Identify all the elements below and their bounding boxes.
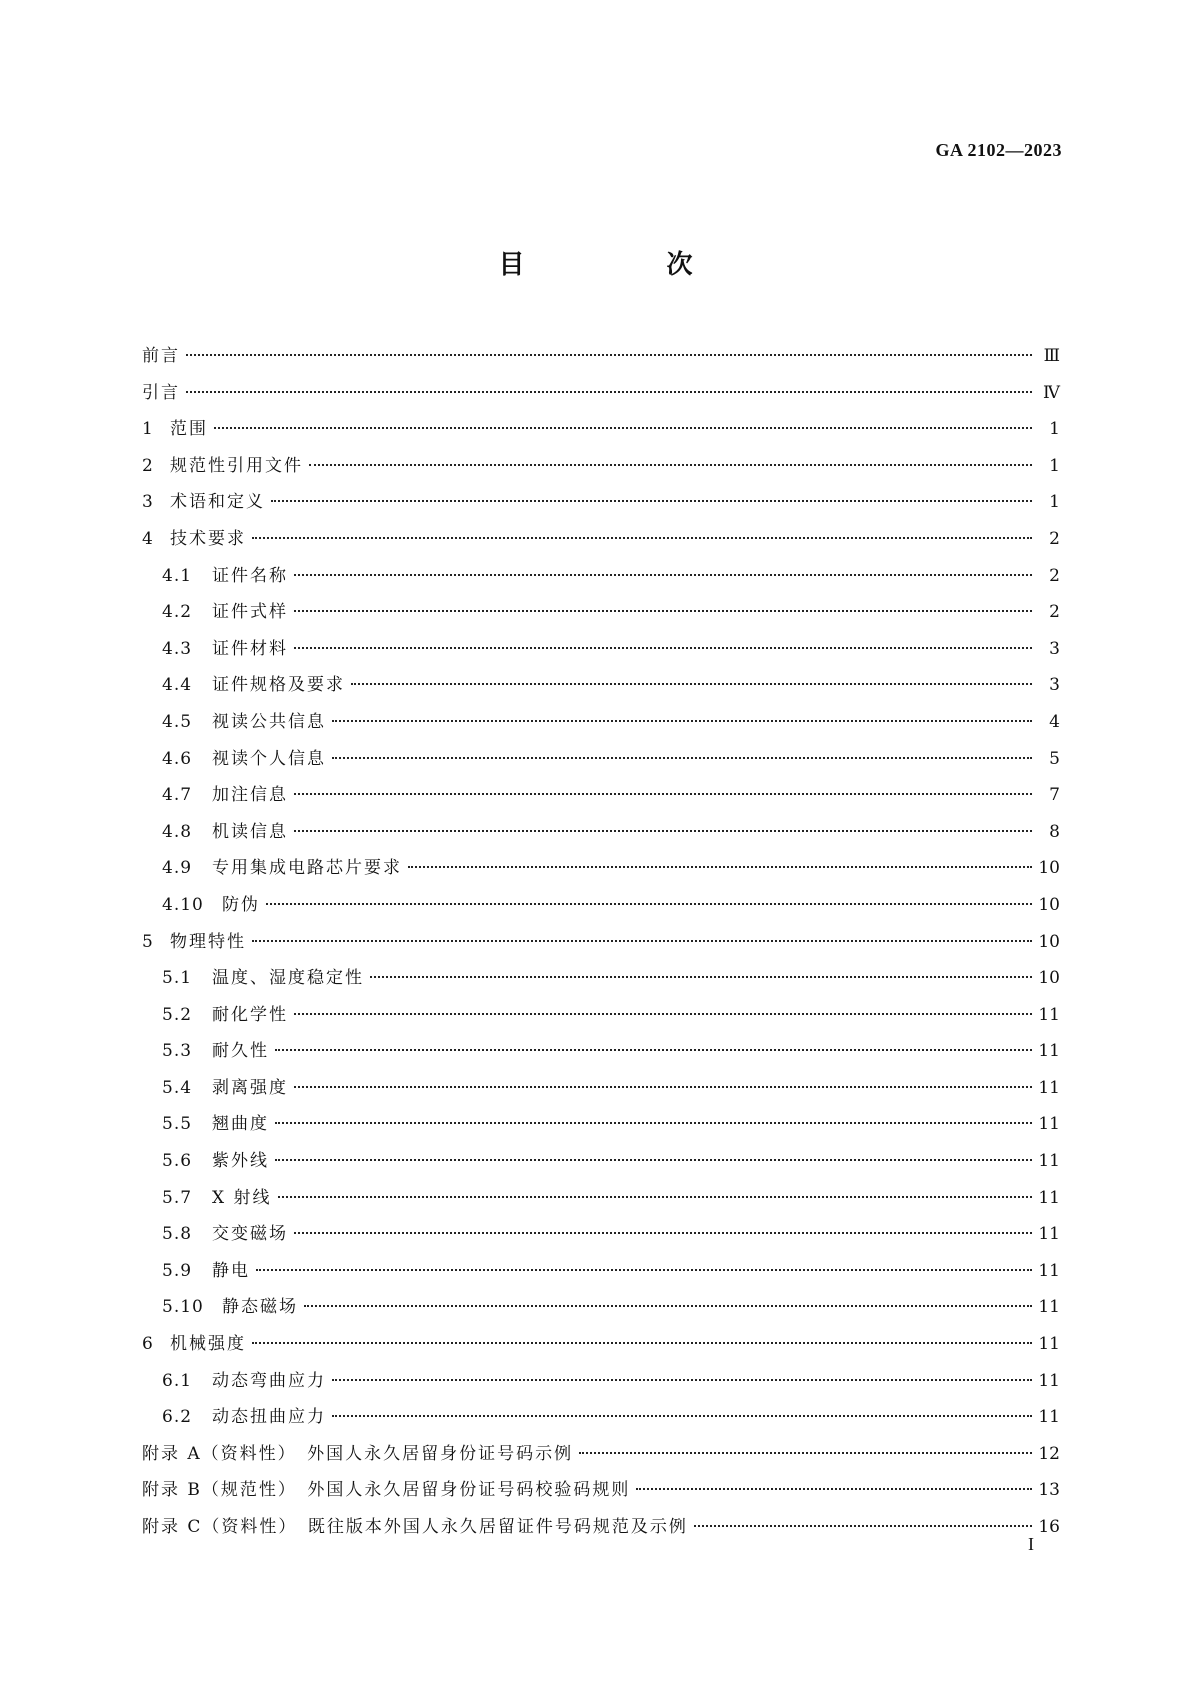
toc-entry-number: 5.9 bbox=[162, 1260, 193, 1281]
toc-entry-page: 10 bbox=[1038, 931, 1060, 952]
toc-entry[interactable] bbox=[142, 1326, 1060, 1363]
toc-entry[interactable] bbox=[142, 850, 1060, 887]
dot-leader bbox=[294, 573, 1032, 576]
toc-entry-page: 8 bbox=[1049, 821, 1060, 842]
dot-leader bbox=[294, 792, 1032, 795]
toc-entry[interactable] bbox=[142, 484, 1060, 521]
toc-entry-page: 10 bbox=[1038, 894, 1060, 915]
toc-entry[interactable] bbox=[142, 521, 1060, 558]
toc-entry-label: 技术要求 bbox=[170, 528, 246, 549]
toc-entry[interactable] bbox=[142, 1363, 1060, 1400]
toc-entry[interactable] bbox=[142, 1399, 1060, 1436]
toc-entry[interactable] bbox=[142, 1436, 1060, 1473]
toc-entry[interactable] bbox=[142, 704, 1060, 741]
toc-entry-page: 10 bbox=[1038, 968, 1060, 989]
dot-leader bbox=[332, 1414, 1032, 1417]
toc-entry-label: 规范性引用文件 bbox=[170, 455, 303, 476]
toc-entry[interactable] bbox=[142, 997, 1060, 1034]
toc-entry[interactable] bbox=[142, 1289, 1060, 1326]
dot-leader bbox=[294, 1231, 1032, 1234]
toc-entry-label: 耐久性 bbox=[212, 1041, 269, 1062]
dot-leader bbox=[294, 1012, 1032, 1015]
toc-entry-label: 剥离强度 bbox=[212, 1077, 288, 1098]
toc-entry-page: 11 bbox=[1038, 1187, 1060, 1208]
toc-entry[interactable] bbox=[142, 814, 1060, 851]
toc-entry[interactable] bbox=[142, 777, 1060, 814]
toc-entry-label: 证件材料 bbox=[212, 638, 288, 659]
toc-entry-page: 11 bbox=[1038, 1151, 1060, 1172]
toc-entry-number: 2 bbox=[142, 455, 154, 476]
toc-entry-page: 5 bbox=[1049, 748, 1060, 769]
dot-leader bbox=[294, 609, 1032, 612]
toc-entry-page: 7 bbox=[1049, 785, 1060, 806]
toc-entry-number: 3 bbox=[142, 492, 154, 513]
toc-entry-number: 4.4 bbox=[162, 675, 193, 696]
toc-entry[interactable] bbox=[142, 1509, 1060, 1546]
dot-leader bbox=[370, 975, 1032, 978]
toc-entry-number: 5.8 bbox=[162, 1224, 193, 1245]
dot-leader bbox=[294, 1085, 1032, 1088]
toc-entry-label: X 射线 bbox=[212, 1187, 272, 1208]
toc-entry-number: 4.10 bbox=[162, 894, 204, 915]
toc-entry-number: 4.2 bbox=[162, 602, 193, 623]
toc-entry-page: 11 bbox=[1038, 1077, 1060, 1098]
toc-entry[interactable] bbox=[142, 1106, 1060, 1143]
toc-entry-number: 5.5 bbox=[162, 1114, 193, 1135]
dot-leader bbox=[351, 682, 1032, 685]
toc-entry[interactable] bbox=[142, 1216, 1060, 1253]
toc-entry[interactable] bbox=[142, 1070, 1060, 1107]
toc-entry-page: 12 bbox=[1038, 1443, 1060, 1464]
toc-entry-label: 机械强度 bbox=[170, 1334, 246, 1355]
dot-leader bbox=[408, 865, 1032, 868]
toc-entry-page: 1 bbox=[1049, 492, 1060, 513]
toc-entry-label: 机读信息 bbox=[212, 821, 288, 842]
toc-entry-page: 11 bbox=[1038, 1114, 1060, 1135]
toc-entry-label: 引言 bbox=[142, 382, 180, 403]
toc-entry[interactable] bbox=[142, 338, 1060, 375]
toc-entry-number: 6 bbox=[142, 1334, 154, 1355]
dot-leader bbox=[332, 719, 1032, 722]
toc-entry[interactable] bbox=[142, 1033, 1060, 1070]
dot-leader bbox=[278, 1195, 1032, 1198]
toc-entry-page: 11 bbox=[1038, 1260, 1060, 1281]
dot-leader bbox=[266, 902, 1032, 905]
toc-entry-page: 3 bbox=[1049, 675, 1060, 696]
dot-leader bbox=[294, 646, 1032, 649]
toc-entry[interactable] bbox=[142, 1253, 1060, 1290]
toc-entry-label: 范围 bbox=[170, 419, 208, 440]
dot-leader bbox=[271, 499, 1032, 502]
toc-entry-label: 温度、湿度稳定性 bbox=[212, 968, 364, 989]
toc-entry[interactable] bbox=[142, 924, 1060, 961]
dot-leader bbox=[332, 756, 1032, 759]
dot-leader bbox=[304, 1304, 1032, 1307]
toc-entry-number: 6.1 bbox=[162, 1370, 193, 1391]
toc-entry-label: 动态扭曲应力 bbox=[212, 1407, 326, 1428]
toc-entry-number: 4 bbox=[142, 528, 154, 549]
toc-entry[interactable] bbox=[142, 375, 1060, 412]
toc-entry[interactable] bbox=[142, 741, 1060, 778]
toc-entry-number: 5.2 bbox=[162, 1004, 193, 1025]
dot-leader bbox=[275, 1158, 1032, 1161]
dot-leader bbox=[256, 1268, 1032, 1271]
toc-entry-label: 附录 A（资料性） 外国人永久居留身份证号码示例 bbox=[142, 1443, 574, 1464]
toc-entry-page: 3 bbox=[1049, 638, 1060, 659]
toc-entry-number: 5.1 bbox=[162, 968, 193, 989]
toc-entry-number: 5 bbox=[142, 931, 154, 952]
toc-entry-label: 证件式样 bbox=[212, 602, 288, 623]
toc-entry-label: 附录 B（规范性） 外国人永久居留身份证号码校验码规则 bbox=[142, 1480, 631, 1501]
toc-entry-number: 5.4 bbox=[162, 1077, 193, 1098]
toc-entry-number: 5.6 bbox=[162, 1151, 193, 1172]
dot-leader bbox=[694, 1524, 1032, 1527]
toc-entry-label: 翘曲度 bbox=[212, 1114, 269, 1135]
toc-entry-label: 术语和定义 bbox=[170, 492, 265, 513]
toc-entry-page: 2 bbox=[1049, 565, 1060, 586]
toc-entry[interactable] bbox=[142, 594, 1060, 631]
toc-entry[interactable] bbox=[142, 667, 1060, 704]
toc-entry-label: 视读公共信息 bbox=[212, 711, 326, 732]
toc-entry-label: 前言 bbox=[142, 346, 180, 366]
toc-entry-label: 耐化学性 bbox=[212, 1004, 288, 1025]
toc-entry-number: 4.5 bbox=[162, 711, 193, 732]
dot-leader bbox=[332, 1378, 1032, 1381]
page-number: I bbox=[1028, 1534, 1034, 1554]
dot-leader bbox=[186, 353, 1032, 356]
dot-leader bbox=[579, 1451, 1032, 1454]
toc-entry-number: 1 bbox=[142, 419, 154, 440]
toc-entry-page: 1 bbox=[1049, 455, 1060, 476]
toc-entry-number: 4.6 bbox=[162, 748, 193, 769]
toc-entry-label: 静电 bbox=[212, 1260, 250, 1281]
toc-entry-page: 16 bbox=[1038, 1517, 1060, 1537]
toc-entry-page: 11 bbox=[1038, 1407, 1060, 1428]
toc-entry-label: 物理特性 bbox=[170, 931, 246, 952]
dot-leader bbox=[252, 1341, 1032, 1344]
toc-entry-number: 6.2 bbox=[162, 1407, 193, 1428]
dot-leader bbox=[275, 1048, 1032, 1051]
toc-entry-label: 证件规格及要求 bbox=[212, 675, 345, 696]
toc-entry[interactable] bbox=[142, 1180, 1060, 1217]
toc-entry-label: 防伪 bbox=[222, 894, 260, 915]
toc-entry-number: 5.3 bbox=[162, 1041, 193, 1062]
toc-entry[interactable] bbox=[142, 887, 1060, 924]
toc-entry-label: 附录 C（资料性） 既往版本外国人永久居留证件号码规范及示例 bbox=[142, 1517, 688, 1537]
toc-entry[interactable] bbox=[142, 448, 1060, 485]
toc-entry-page: 1 bbox=[1049, 419, 1060, 440]
dot-leader bbox=[214, 426, 1032, 429]
toc-entry-label: 加注信息 bbox=[212, 785, 288, 806]
toc-entry-page: 11 bbox=[1038, 1370, 1060, 1391]
dot-leader bbox=[252, 536, 1032, 539]
toc-entry-page: 2 bbox=[1049, 602, 1060, 623]
dot-leader bbox=[294, 829, 1032, 832]
toc-entry-page: Ⅲ bbox=[1043, 346, 1060, 366]
document-code: GA 2102—2023 bbox=[935, 140, 1062, 160]
dot-leader bbox=[275, 1121, 1032, 1124]
toc-entry-label: 视读个人信息 bbox=[212, 748, 326, 769]
dot-leader bbox=[252, 939, 1032, 942]
toc-entry[interactable] bbox=[142, 631, 1060, 668]
toc-entry-number: 4.7 bbox=[162, 785, 193, 806]
table-of-contents bbox=[142, 338, 1060, 1546]
toc-entry-label: 专用集成电路芯片要求 bbox=[212, 858, 402, 879]
toc-entry-page: 11 bbox=[1038, 1297, 1060, 1318]
dot-leader bbox=[309, 463, 1032, 466]
toc-entry[interactable] bbox=[142, 411, 1060, 448]
dot-leader bbox=[186, 390, 1032, 393]
toc-entry[interactable] bbox=[142, 1472, 1060, 1509]
toc-entry-page: 11 bbox=[1038, 1004, 1060, 1025]
toc-entry-page: 11 bbox=[1038, 1224, 1060, 1245]
toc-entry-page: Ⅳ bbox=[1043, 382, 1060, 403]
page-title: 目 次 bbox=[498, 250, 751, 280]
toc-entry-label: 静态磁场 bbox=[222, 1297, 298, 1318]
toc-entry-page: 2 bbox=[1049, 528, 1060, 549]
toc-entry-page: 13 bbox=[1038, 1480, 1060, 1501]
toc-entry[interactable] bbox=[142, 558, 1060, 595]
toc-entry-label: 证件名称 bbox=[212, 565, 288, 586]
toc-entry[interactable] bbox=[142, 1143, 1060, 1180]
toc-entry-number: 5.10 bbox=[162, 1297, 204, 1318]
toc-entry-label: 动态弯曲应力 bbox=[212, 1370, 326, 1391]
toc-entry-page: 4 bbox=[1049, 711, 1060, 732]
toc-entry-number: 5.7 bbox=[162, 1187, 193, 1208]
toc-entry-number: 4.9 bbox=[162, 858, 193, 879]
toc-entry-label: 紫外线 bbox=[212, 1151, 269, 1172]
toc-entry[interactable] bbox=[142, 960, 1060, 997]
toc-entry-label: 交变磁场 bbox=[212, 1224, 288, 1245]
toc-entry-number: 4.8 bbox=[162, 821, 193, 842]
toc-entry-page: 11 bbox=[1038, 1334, 1060, 1355]
toc-entry-page: 11 bbox=[1038, 1041, 1060, 1062]
toc-entry-number: 4.3 bbox=[162, 638, 193, 659]
toc-entry-number: 4.1 bbox=[162, 565, 193, 586]
dot-leader bbox=[636, 1487, 1032, 1490]
toc-entry-page: 10 bbox=[1038, 858, 1060, 879]
